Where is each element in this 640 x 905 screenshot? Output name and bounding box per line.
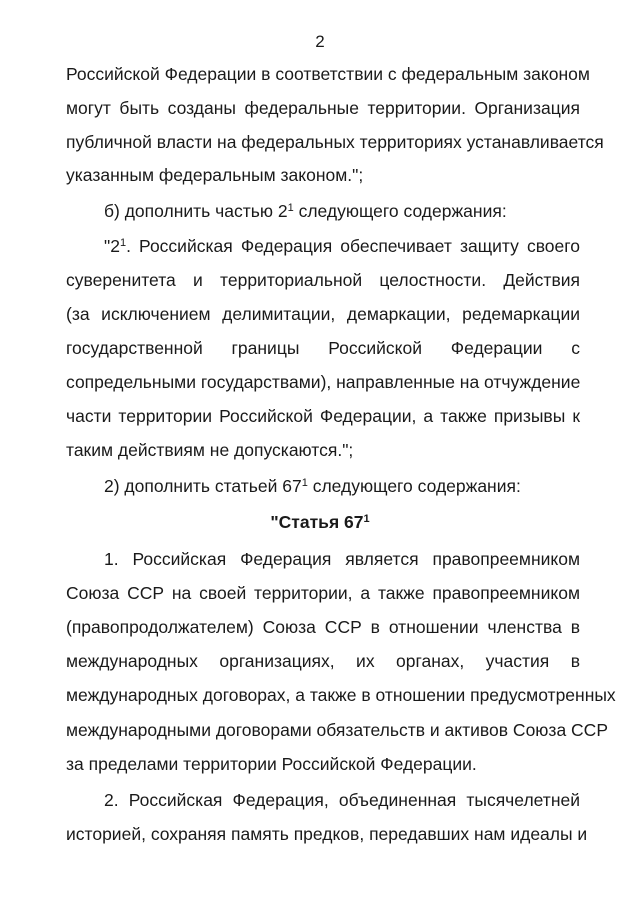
text-line: международных договорах, а также в отношении предусмотренных: [66, 685, 616, 705]
text-line: (за исключением делимитации, демаркации, редемаркации: [66, 304, 580, 324]
text-line: Союза ССР на своей территории, а также правопреемником: [66, 583, 580, 603]
text-line: 2) дополнить статьей $67^1$ следующего содержания:: [104, 476, 521, 496]
text-line: суверенитета и территориальной целостности. Действия: [66, 270, 580, 290]
text-line: (правопродолжателем) Союза ССР в отношении членства в: [66, 617, 580, 637]
text-line: части территории Российской Федерации, а также призывы к: [66, 406, 580, 426]
text-line: 1. Российская Федерация является правопреемником: [104, 549, 580, 569]
page-number: 2: [315, 32, 325, 51]
text-line: историей, сохраняя память предков, передавших нам идеалы и: [66, 824, 588, 844]
text-line: государственной границы Российской Федерации с: [66, 338, 580, 358]
text-line: "$2^1$. Российская Федерация обеспечивает защиту своего: [104, 236, 580, 256]
text-line: б) дополнить частью $2^1$ следующего содержания:: [104, 201, 507, 221]
text-line: международных организациях, их органах, участия в: [66, 651, 580, 671]
text-line: 2. Российская Федерация, объединенная тысячелетней: [104, 790, 580, 810]
text-line: таким действиям не допускаются.";: [66, 440, 354, 460]
text-line: за пределами территории Российской Федерации.: [66, 754, 477, 774]
text-line: международными договорами обязательств и активов Союза ССР: [66, 720, 608, 740]
article-heading: "Статья $67^1$: [270, 512, 370, 532]
text-line: указанным федеральным законом.";: [66, 165, 364, 185]
text-line: публичной власти на федеральных территориях устанавливается: [66, 132, 604, 152]
text-line: могут быть созданы федеральные территории. Организация: [66, 98, 580, 118]
text-line: сопредельными государствами), направленные на отчуждение: [66, 372, 581, 392]
text-line: Российской Федерации в соответствии с федеральным законом: [66, 64, 590, 84]
